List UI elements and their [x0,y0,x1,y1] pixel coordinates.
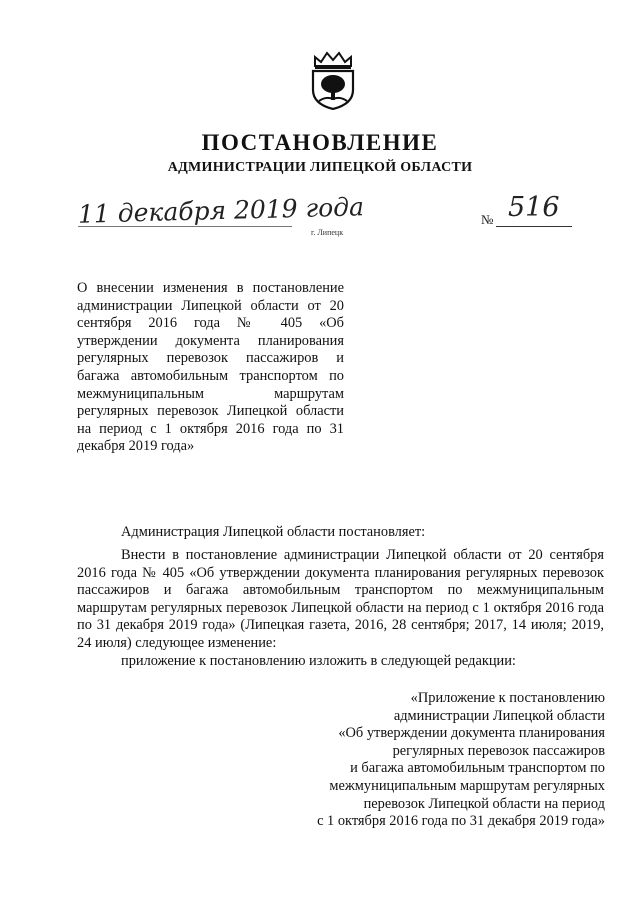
appendix-header [245,690,605,831]
document-subtitle: АДМИНИСТРАЦИИ ЛИПЕЦКОЙ ОБЛАСТИ [167,160,473,175]
intro-line: Администрация Липецкой области постановляет: [121,524,426,540]
appendix-line: администрации Липецкой области [393,707,605,724]
date-underline [78,226,292,227]
handwritten-date: 11 декабря 2019 года [77,192,365,229]
lipetsk-coat-of-arms-icon [305,48,361,110]
resolution-subject: О внесении изменения в постановление администрации Липецкой области от 20 сентября 2016 года № 405 «Об утверждении документа планирования регулярных перевозок пассажиров и багажа автомобильным транспортом по межмуниципальным маршрутам регулярных перевозок Липецкой области на период с 1 октября 2016 года по 31 декабря 2019 года» [77,280,344,455]
appendix-line: с 1 октября 2016 года по 31 декабря 2019 года» [317,813,605,830]
body-paragraph-1: Внести в постановление администрации Липецкой области от 20 сентября 2016 года № 405 «Об утверждении документа планирования регулярных перевозок пассажиров и багажа автомобильным транспортом по межмуниципальным маршрутам регулярных перевозок Липецкой области на период с 1 октября 2016 года по 31 декабря 2019 года» (Липецкая газета, 2016, 28 сентября; 2017, 14 июля; 2019, 24 июля) следующее изменение: [77,547,604,651]
body-paragraph-2: приложение к постановлению изложить в следующей редакции: [121,653,516,669]
number-label: № [481,212,494,227]
appendix-line: межмуниципальным маршрутам регулярных [329,777,605,794]
appendix-line: перевозок Липецкой области на период [363,795,605,812]
appendix-line: «Об утверждении документа планирования [338,725,605,742]
city-label: г. Липецк [311,228,344,237]
appendix-line: и багажа автомобильным транспортом по [350,760,605,777]
appendix-line: регулярных перевозок пассажиров [392,742,605,759]
number-underline [496,226,572,227]
appendix-line: «Приложение к постановлению [410,690,605,706]
handwritten-number: 516 [508,192,560,223]
document-title: ПОСТАНОВЛЕНИЕ [201,130,439,155]
